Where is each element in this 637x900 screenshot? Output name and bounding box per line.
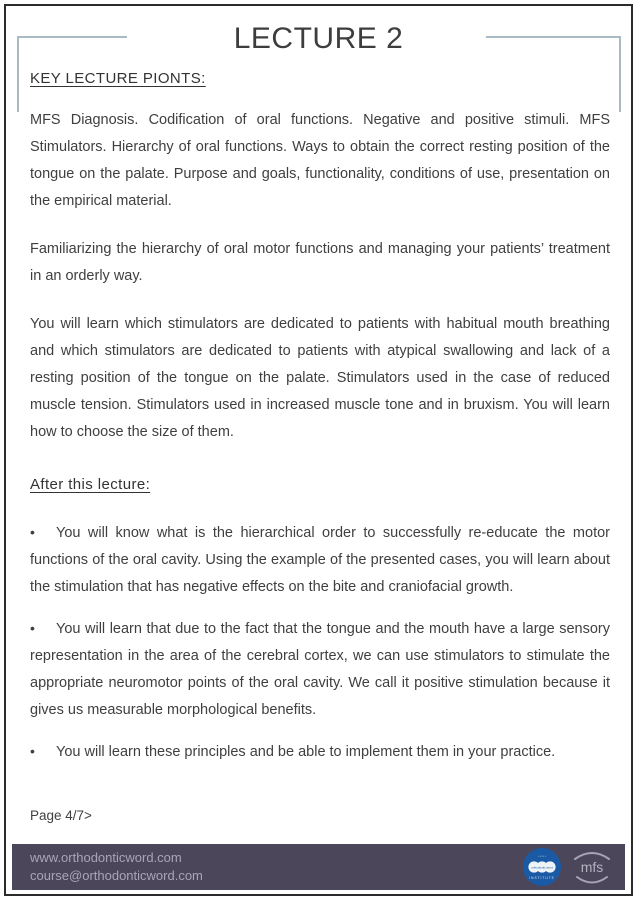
- after-lecture-heading: After this lecture:: [30, 476, 151, 493]
- bullet-text: You will learn that due to the fact that the tongue and the mouth have a large sensory representation in the area of the cerebral cortex, we can use stimulators to stimulate the appropriate neuromotor points of the oral cavity. We call it positive stimulation because it gives us measurable morphological benefits.: [30, 621, 610, 718]
- footer-contact-links: [30, 850, 203, 884]
- bullet-text: You will learn these principles and be able to implement them in your practice.: [56, 744, 556, 760]
- badge-bottom-text: INSTITUTE: [529, 876, 555, 880]
- footer-email-link[interactable]: course@orthodonticword.com: [30, 868, 203, 883]
- bullet-item-principles: [30, 738, 610, 766]
- bullet-text: You will know what is the hierarchical order to successfully re-educate the motor functions of the oral cavity. Using the example of the presented cases, you will learn about the stimulation that has negative effects on the bite and craniofacial growth.: [30, 525, 610, 595]
- orthodontic-word-institute-badge-icon: [523, 848, 561, 886]
- page-number: Page 4/7>: [30, 808, 92, 823]
- paragraph-familiarizing: Familiarizing the hierarchy of oral motor functions and managing your patients’ treatment in an orderly way.: [30, 241, 610, 284]
- footer-website-link[interactable]: www.orthodonticword.com: [30, 850, 182, 865]
- footer-bar: [12, 844, 625, 890]
- page-title: LECTURE 2: [233, 22, 404, 55]
- paragraph-stimulators: You will learn which stimulators are dedicated to patients with habitual mouth breathing and which stimulators are dedicated to patients with atypical swallowing and lack of a resting position of the tongue on the palate. Stimulators used in the case of reduced muscle tension. Stimulators used in increased muscle tone and in bruxism. You will learn how to choose the size of them.: [30, 316, 610, 440]
- key-points-heading: KEY LECTURE PIONTS:: [30, 70, 206, 87]
- badge-middle-text: orthodontic word: [531, 865, 553, 870]
- bullet-item-sensory-representation: [30, 615, 610, 724]
- footer-logos: [523, 846, 615, 888]
- mfs-logo-text: mfs: [580, 859, 604, 875]
- lecture-content: [30, 70, 610, 780]
- bullet-item-hierarchical-order: [30, 519, 610, 601]
- bullet-icon: •: [30, 524, 35, 540]
- bullet-icon: •: [30, 620, 35, 636]
- svg-text:• • • • •: • • • • •: [538, 855, 546, 858]
- paragraph-overview: MFS Diagnosis. Codification of oral functions. Negative and positive stimuli. MFS Stimulators. Hierarchy of oral functions. Ways to obtain the correct resting position of the tongue on the palate. Purpose and goals, functionality, conditions of use, presentation on the empirical material.: [30, 112, 610, 209]
- bullet-icon: •: [30, 743, 35, 759]
- mfs-logo-icon: [569, 846, 615, 888]
